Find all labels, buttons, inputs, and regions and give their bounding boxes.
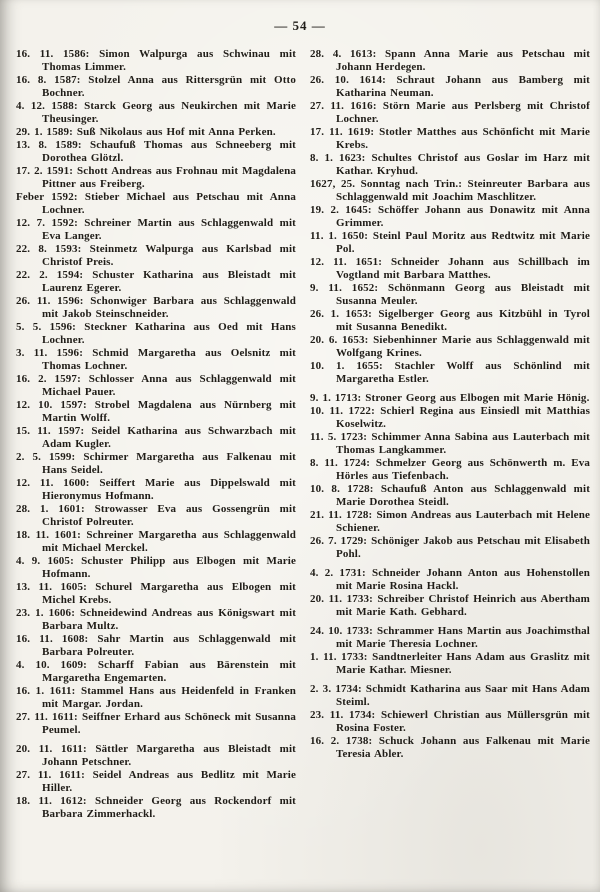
entry-date: 23. 1. 1606: <box>16 607 76 619</box>
register-entry <box>310 48 590 74</box>
entry-text: Seidel Andreas aus Bedlitz mit Marie Hiller. <box>42 769 296 794</box>
register-entry <box>310 204 590 230</box>
register-entry <box>310 709 590 735</box>
entry-text: Schiewerl Christian aus Müllersgrün mit Rosina Foster. <box>336 709 590 734</box>
entry-text: Sahr Martin aus Schlaggenwald mit Barbara Polreuter. <box>42 633 297 658</box>
entry-date: 21. 11. 1728: <box>310 509 373 521</box>
register-entry <box>16 165 296 191</box>
register-entry <box>310 178 590 204</box>
entry-date: 16. 8. 1587: <box>16 74 81 86</box>
register-entry <box>16 503 296 529</box>
entry-date: 29. 1. 1589: <box>16 126 73 138</box>
entry-text: Simon Andreas aus Lauterbach mit Helene Schiener. <box>336 509 590 534</box>
entry-date: 27. 11. 1611: <box>16 711 78 723</box>
entry-text: Schurel Margaretha aus Elbogen mit Michel Krebs. <box>42 581 296 606</box>
entry-date: 16. 2. 1597: <box>16 373 81 385</box>
entry-date: Feber 1592: <box>16 191 78 203</box>
entry-text: Spann Anna Marie aus Petschau mit Johann Herdegen. <box>336 48 591 73</box>
entry-date: 4. 9. 1605: <box>16 555 74 567</box>
register-entry <box>310 567 590 593</box>
register-entry <box>16 321 296 347</box>
entry-date: 11. 1. 1650: <box>310 230 369 242</box>
entry-text: Stroner Georg aus Elbogen mit Marie Hönig. <box>365 392 590 404</box>
register-entry <box>16 477 296 503</box>
entry-text: Schmelzer Georg aus Schönwerth m. Eva Hörles aus Tiefenbach. <box>336 457 590 482</box>
register-entry <box>310 683 590 709</box>
entry-date: 20. 11. 1733: <box>310 593 373 605</box>
register-entry <box>16 529 296 555</box>
entry-text: Störn Marie aus Perlsberg mit Christof Lochner. <box>336 100 590 125</box>
register-entry <box>310 509 590 535</box>
register-entry <box>310 625 590 651</box>
register-entry <box>16 555 296 581</box>
entry-text: Steinreuter Barbara aus Schlaggenwald mit Joachim Maschlitzer. <box>336 178 591 203</box>
register-entry <box>16 100 296 126</box>
entry-date: 12. 10. 1597: <box>16 399 87 411</box>
register-entry <box>310 360 590 386</box>
entry-text: Starck Georg aus Neukirchen mit Marie Theusinger. <box>42 100 296 125</box>
register-entry <box>310 74 590 100</box>
entry-text: Seidel Katharina aus Schwarzbach mit Adam Kugler. <box>42 425 296 450</box>
entry-text: Schimmer Anna Sabina aus Lauterbach mit Thomas Langkammer. <box>336 431 590 456</box>
entry-date: 11. 5. 1723: <box>310 431 368 443</box>
entry-text: Schuster Philipp aus Elbogen mit Marie Hofmann. <box>42 555 296 580</box>
entry-text: Schlosser Anna aus Schlaggenwald mit Michael Pauer. <box>42 373 296 398</box>
entry-text: Stachler Wolff aus Schönlind mit Margaretha Estler. <box>336 360 590 385</box>
register-entry <box>16 191 296 217</box>
entry-text: Schreiber Christof Heinrich aus Abertham mit Marie Kath. Gebhard. <box>336 593 590 618</box>
entry-text: Stieber Michael aus Petschau mit Anna Lochner. <box>42 191 296 216</box>
register-entry <box>310 392 590 405</box>
register-entry <box>16 607 296 633</box>
register-entry <box>16 711 296 737</box>
entry-date: 16. 11. 1586: <box>16 48 90 60</box>
register-column-right <box>310 48 590 821</box>
register-entry <box>310 535 590 561</box>
register-entry <box>310 405 590 431</box>
entry-text: Schmidt Katharina aus Saar mit Hans Adam Steiml. <box>336 683 590 708</box>
entry-date: 13. 8. 1589: <box>16 139 82 151</box>
register-entry <box>310 457 590 483</box>
entry-date: 1. 11. 1733: <box>310 651 368 663</box>
entry-text: Schaufuß Anton aus Schlaggenwald mit Marie Dorothea Steidl. <box>336 483 591 508</box>
register-entry <box>16 685 296 711</box>
register-entry <box>310 334 590 360</box>
register-entry <box>16 451 296 477</box>
entry-text: Schirmer Margaretha aus Falkenau mit Hans Seidel. <box>42 451 296 476</box>
entry-date: 15. 11. 1597: <box>16 425 85 437</box>
entry-text: Simon Walpurga aus Schwinau mit Thomas Limmer. <box>42 48 297 73</box>
entry-text: Schultes Christof aus Goslar im Harz mit Kathar. Kryhud. <box>336 152 591 177</box>
entry-date: 16. 1. 1611: <box>16 685 76 697</box>
register-entry <box>310 308 590 334</box>
entry-date: 4. 10. 1609: <box>16 659 87 671</box>
entry-date: 18. 11. 1612: <box>16 795 87 807</box>
entry-text: Schonwiger Barbara aus Schlaggenwald mit Jakob Steinschneider. <box>42 295 296 320</box>
entry-date: 22. 8. 1593: <box>16 243 82 255</box>
entry-date: 18. 11. 1601: <box>16 529 81 541</box>
register-entry <box>310 126 590 152</box>
entry-text: Seiffert Marie aus Dippelswald mit Hieronymus Hofmann. <box>42 477 296 502</box>
entry-text: Schreiner Margaretha aus Schlaggenwald mit Michael Merckel. <box>42 529 296 554</box>
entry-date: 20. 6. 1653: <box>310 334 369 346</box>
entry-date: 16. 2. 1738: <box>310 735 373 747</box>
entry-date: 28. 4. 1613: <box>310 48 377 60</box>
entry-text: Schneidewind Andreas aus Königswart mit Barbara Multz. <box>42 607 297 632</box>
entry-date: 2. 5. 1599: <box>16 451 76 463</box>
entry-text: Schuster Katharina aus Bleistadt mit Laurenz Egerer. <box>42 269 297 294</box>
entry-text: Schreiner Martin aus Schlaggenwald mit Eva Langer. <box>42 217 296 242</box>
register-entry <box>16 243 296 269</box>
entry-text: Strowasser Eva aus Gossengrün mit Christof Polreuter. <box>42 503 297 528</box>
register-entry <box>16 347 296 373</box>
register-entry <box>16 217 296 243</box>
entry-text: Schraut Johann aus Bamberg mit Katharina Neuman. <box>336 74 590 99</box>
register-entry <box>16 269 296 295</box>
entry-date: 16. 11. 1608: <box>16 633 89 645</box>
register-entry <box>16 126 296 139</box>
entry-date: 4. 12. 1588: <box>16 100 78 112</box>
register-entry <box>310 100 590 126</box>
entry-text: Stotler Matthes aus Schönficht mit Marie Krebs. <box>336 126 590 151</box>
register-entry <box>310 230 590 256</box>
entry-date: 5. 5. 1596: <box>16 321 76 333</box>
entry-text: Seiffner Erhard aus Schöneck mit Susanna Peumel. <box>42 711 296 736</box>
register-column-left <box>16 48 296 821</box>
entry-date: 19. 2. 1645: <box>310 204 372 216</box>
entry-text: Siebenhinner Marie aus Schlaggenwald mit Wolfgang Krines. <box>336 334 590 359</box>
entry-text: Schuck Johann aus Falkenau mit Marie Teresia Abler. <box>336 735 590 760</box>
entry-date: 22. 2. 1594: <box>16 269 84 281</box>
register-entry <box>310 256 590 282</box>
register-entry <box>16 769 296 795</box>
entry-date: 3. 11. 1596: <box>16 347 84 359</box>
entry-text: Steinl Paul Moritz aus Redtwitz mit Marie Pol. <box>336 230 590 255</box>
entry-date: 26. 1. 1653: <box>310 308 372 320</box>
entry-text: Strobel Magdalena aus Nürnberg mit Martin Wolff. <box>42 399 296 424</box>
entry-text: Stammel Hans aus Heidenfeld in Franken mit Margar. Jordan. <box>42 685 296 710</box>
entry-text: Schrammer Hans Martin aus Joachimsthal mit Marie Theresia Lochner. <box>336 625 590 650</box>
page-number: — 54 — <box>274 18 326 33</box>
entry-text: Schönmann Georg aus Bleistadt mit Susanna Meuler. <box>336 282 590 307</box>
entry-date: 13. 11. 1605: <box>16 581 87 593</box>
entry-text: Schöniger Jakob aus Petschau mit Elisabeth Pohl. <box>336 535 590 560</box>
entry-date: 26. 10. 1614: <box>310 74 386 86</box>
entry-date: 27. 11. 1611: <box>16 769 85 781</box>
entry-text: Schneider Johann aus Schillbach im Vogtland mit Barbara Matthes. <box>336 256 590 281</box>
register-entry <box>16 795 296 821</box>
register-entry <box>310 282 590 308</box>
entry-date: 26. 11. 1596: <box>16 295 84 307</box>
register-entry <box>16 295 296 321</box>
entry-date: 24. 10. 1733: <box>310 625 373 637</box>
register-entry <box>310 651 590 677</box>
entry-date: 12. 7. 1592: <box>16 217 78 229</box>
register-entry <box>310 593 590 619</box>
register-entry <box>16 399 296 425</box>
entry-date: 4. 2. 1731: <box>310 567 366 579</box>
entry-date: 9. 1. 1713: <box>310 392 362 404</box>
entry-text: Schöffer Johann aus Donawitz mit Anna Grimmer. <box>336 204 590 229</box>
register-entry <box>16 581 296 607</box>
entry-date: 10. 1. 1655: <box>310 360 383 372</box>
entry-text: Sigelberger Georg aus Kitzbühl in Tyrol mit Susanna Benedikt. <box>336 308 591 333</box>
entry-date: 20. 11. 1611: <box>16 743 87 755</box>
entry-date: 23. 11. 1734: <box>310 709 376 721</box>
entry-text: Sandtnerleiter Hans Adam aus Graslitz mit Marie Kathar. Miesner. <box>336 651 590 676</box>
entry-text: Steinmetz Walpurga aus Karlsbad mit Christof Preis. <box>42 243 296 268</box>
entry-text: Schierl Regina aus Einsiedl mit Matthias Koselwitz. <box>336 405 591 430</box>
entry-date: 26. 7. 1729: <box>310 535 368 547</box>
register-entry <box>310 735 590 761</box>
register-entry <box>16 633 296 659</box>
register-entry <box>16 743 296 769</box>
entry-text: Schneider Georg aus Rockendorf mit Barbara Zimmerhackl. <box>42 795 296 820</box>
entry-date: 17. 2. 1591: <box>16 165 74 177</box>
entry-date: 28. 1. 1601: <box>16 503 85 515</box>
register-entry <box>310 152 590 178</box>
entry-date: 9. 11. 1652: <box>310 282 379 294</box>
entry-text: Schaufuß Thomas aus Schneeberg mit Dorothea Glötzl. <box>42 139 296 164</box>
register-entry <box>16 425 296 451</box>
entry-text: Sättler Margaretha aus Bleistadt mit Johann Petschner. <box>42 743 296 768</box>
entry-text: Steckner Katharina aus Oed mit Hans Lochner. <box>42 321 296 346</box>
entry-date: 1627, 25. Sonntag nach Trin.: <box>310 178 463 190</box>
entry-text: Suß Nikolaus aus Hof mit Anna Perken. <box>76 126 276 138</box>
entry-date: 10. 11. 1722: <box>310 405 375 417</box>
entry-text: Scharff Fabian aus Bärenstein mit Margaretha Engemarten. <box>42 659 296 684</box>
register-columns <box>0 34 600 821</box>
register-entry <box>16 139 296 165</box>
register-entry <box>310 483 590 509</box>
entry-text: Stolzel Anna aus Rittersgrün mit Otto Bochner. <box>42 74 297 99</box>
entry-date: 8. 1. 1623: <box>310 152 366 164</box>
register-entry <box>16 659 296 685</box>
entry-date: 12. 11. 1600: <box>16 477 90 489</box>
entry-date: 17. 11. 1619: <box>310 126 375 138</box>
entry-date: 12. 11. 1651: <box>310 256 383 268</box>
entry-date: 10. 8. 1728: <box>310 483 374 495</box>
register-entry <box>16 74 296 100</box>
entry-text: Schott Andreas aus Frohnau mit Magdalena Pittner aus Freiberg. <box>42 165 296 190</box>
entry-date: 8. 11. 1724: <box>310 457 371 469</box>
entry-date: 2. 3. 1734: <box>310 683 362 695</box>
register-entry <box>310 431 590 457</box>
entry-text: Schmid Margaretha aus Oelsnitz mit Thomas Lochner. <box>42 347 296 372</box>
register-entry <box>16 373 296 399</box>
entry-text: Schneider Johann Anton aus Hohenstollen mit Marie Rosina Hackl. <box>336 567 590 592</box>
register-entry <box>16 48 296 74</box>
entry-date: 27. 11. 1616: <box>310 100 377 112</box>
